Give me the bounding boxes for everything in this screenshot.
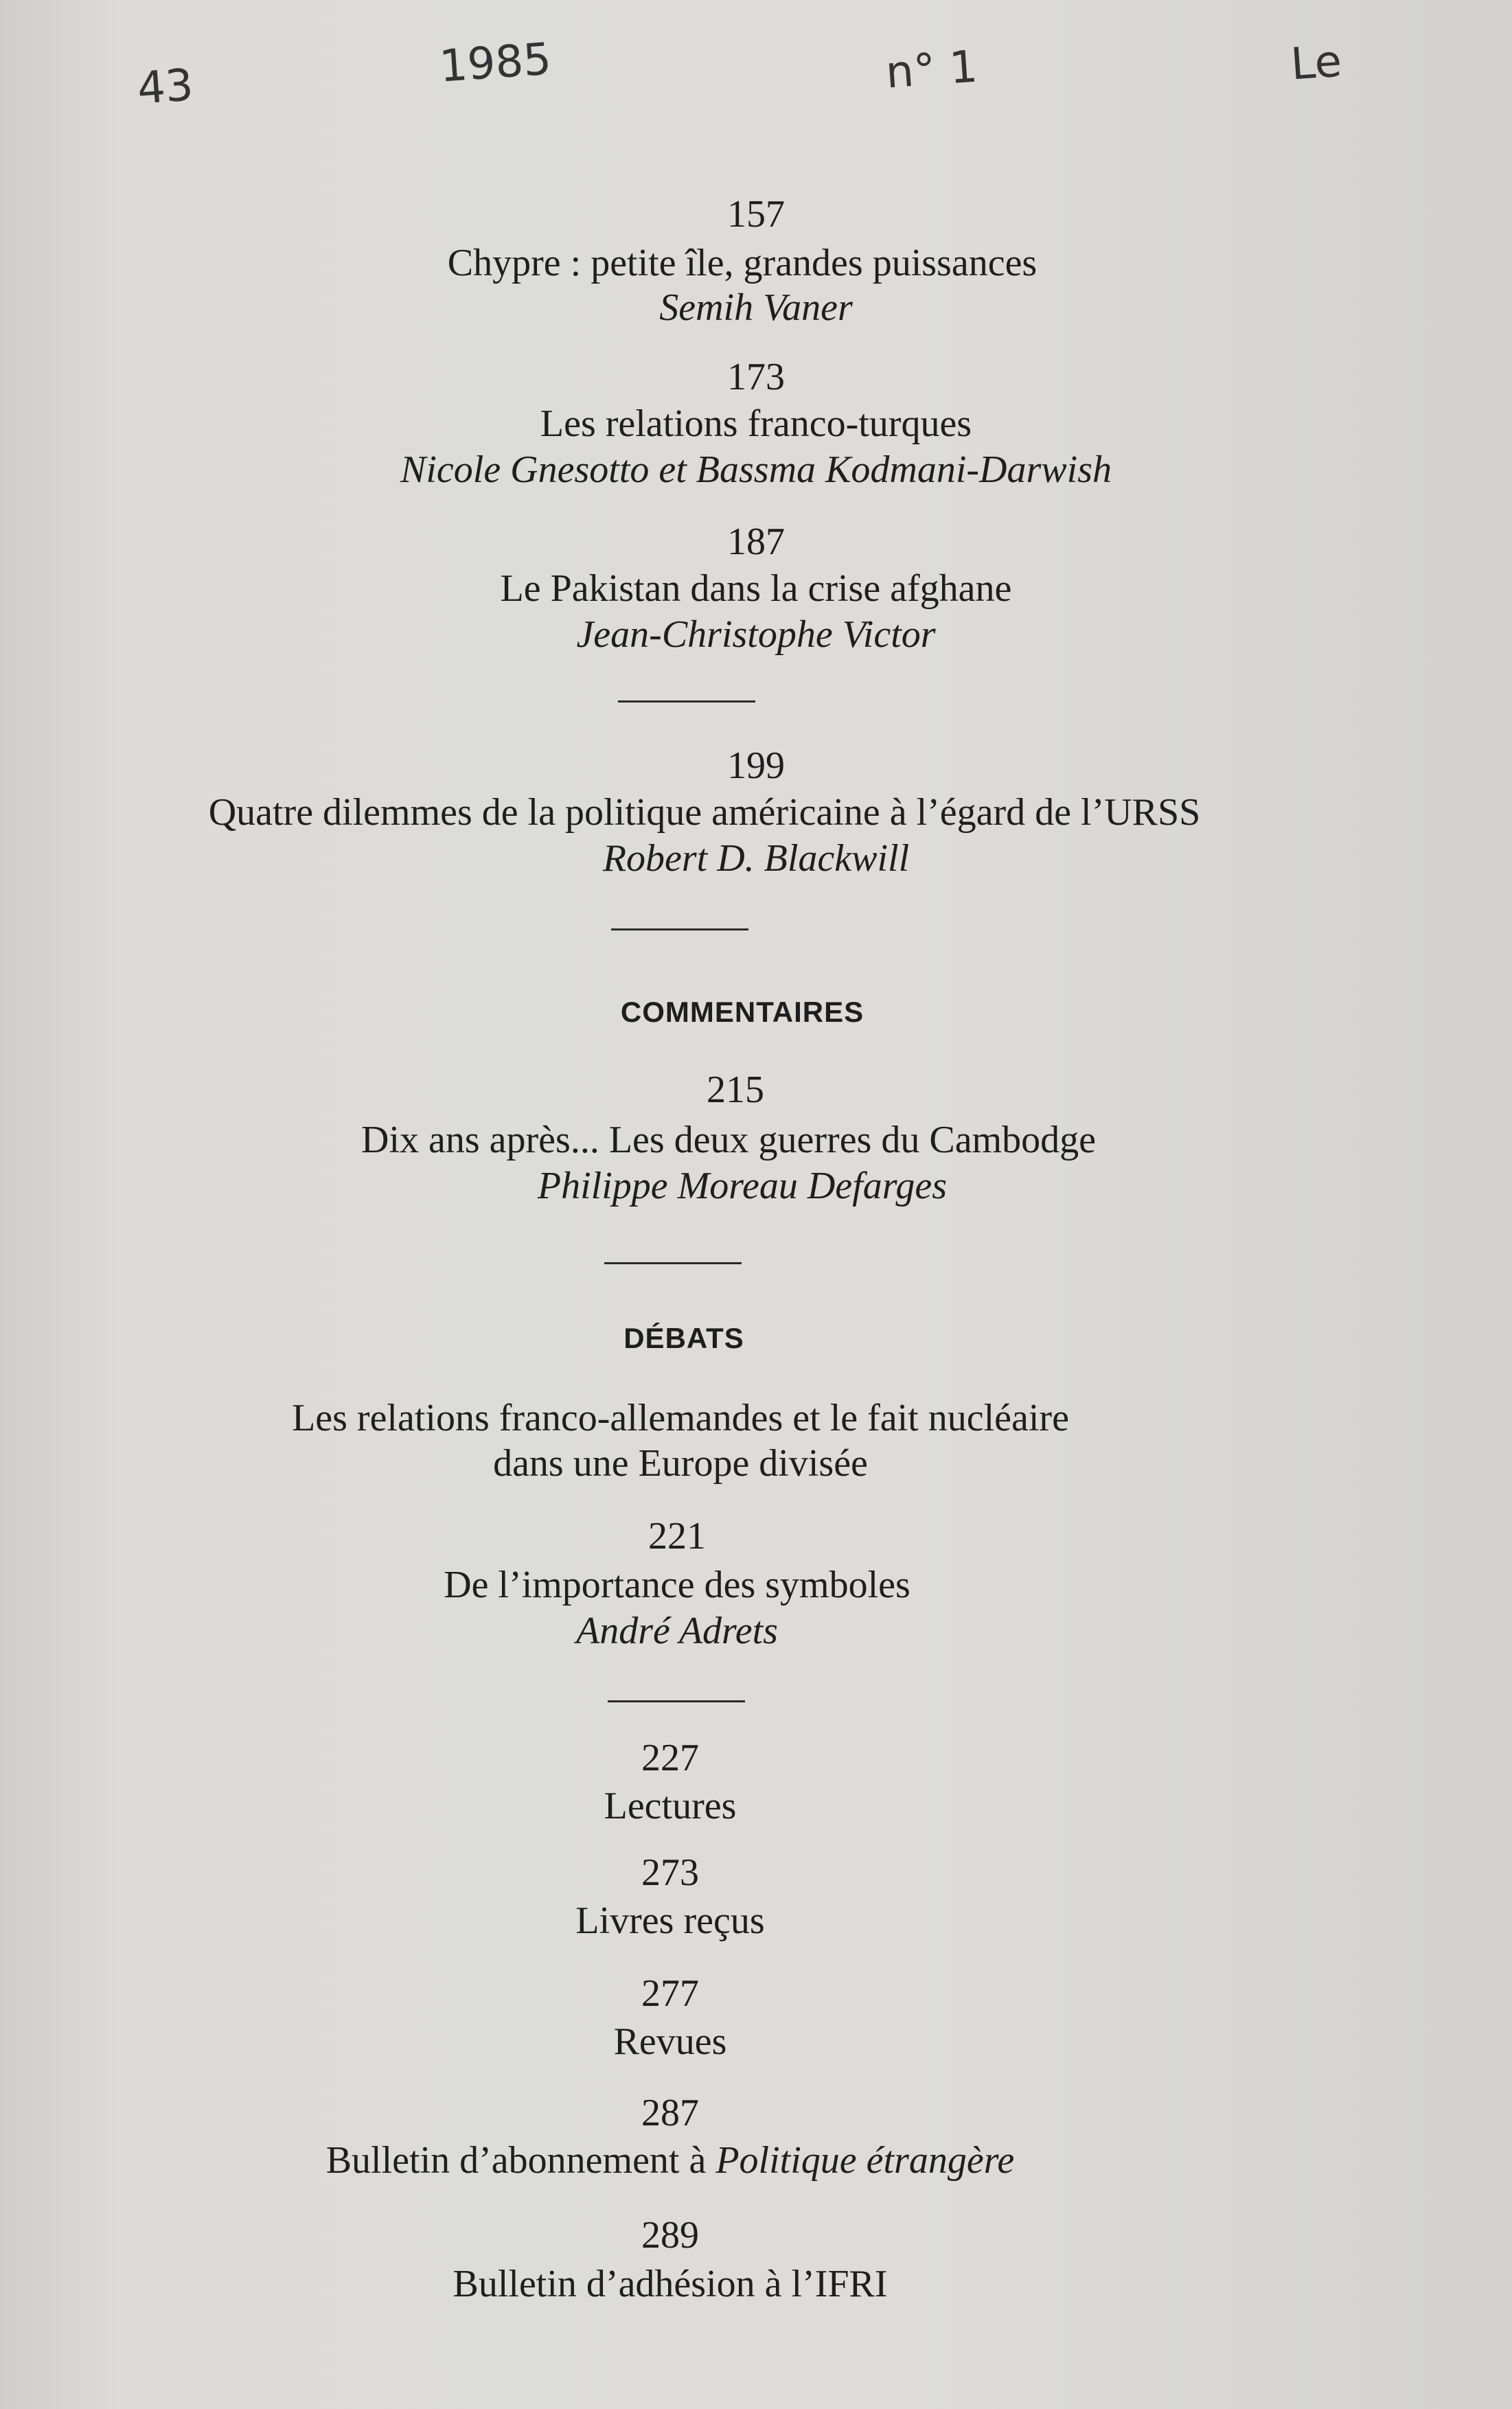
article-author: Semih Vaner	[659, 286, 853, 329]
article-title: Le Pakistan dans la crise afghane	[500, 567, 1012, 610]
section-title: Livres reçus	[575, 1899, 765, 1942]
handwritten-note-4: Le	[1289, 36, 1344, 91]
article-author: Nicole Gnesotto et Bassma Kodmani-Darwish	[400, 448, 1112, 491]
page-number: 287	[641, 2092, 699, 2134]
article-title: De l’importance des symboles	[444, 1564, 910, 1606]
page-number: 199	[727, 744, 785, 787]
section-heading-debats: DÉBATS	[623, 1322, 744, 1354]
page-number: 173	[727, 356, 785, 398]
separator-rule	[604, 1262, 742, 1264]
page-number: 227	[641, 1737, 699, 1779]
article-title: Quatre dilemmes de la politique américaine à l’égard de l’URSS	[208, 791, 1201, 834]
membership-line: Bulletin d’adhésion à l’IFRI	[453, 2263, 888, 2305]
page-number: 215	[707, 1069, 764, 1111]
article-title: Chypre : petite île, grandes puissances	[447, 242, 1038, 284]
article-title: Les relations franco-turques	[540, 402, 972, 445]
page-number: 289	[641, 2214, 699, 2257]
separator-rule	[608, 1700, 745, 1702]
debate-theme: Les relations franco-allemandes et le fait nucléaire	[292, 1397, 1069, 1439]
page-number: 273	[641, 1851, 699, 1894]
section-title: Lectures	[604, 1785, 737, 1827]
section-title: Revues	[613, 2020, 727, 2063]
debate-theme: dans une Europe divisée	[493, 1442, 868, 1485]
page-number: 221	[648, 1515, 706, 1557]
article-author: André Adrets	[576, 1610, 778, 1652]
section-heading-commentaires: COMMENTAIRES	[620, 996, 864, 1028]
page-number: 187	[727, 521, 785, 563]
article-author: Robert D. Blackwill	[602, 837, 910, 880]
journal-name: Politique étrangère	[715, 2139, 1015, 2182]
article-author: Jean-Christophe Victor	[576, 613, 936, 656]
separator-rule	[611, 928, 748, 931]
page-number: 277	[641, 1972, 699, 2015]
subscription-text: Bulletin d’abonnement à	[325, 2139, 707, 2182]
article-author: Philippe Moreau Defarges	[537, 1165, 948, 1207]
handwritten-note-1: 43	[135, 60, 195, 115]
separator-rule	[618, 700, 755, 703]
page-number: 157	[727, 193, 785, 236]
handwritten-note-2: 1985	[437, 34, 553, 93]
handwritten-note-3: n° 1	[884, 41, 980, 99]
subscription-line	[0, 2138, 1426, 2183]
article-title: Dix ans après... Les deux guerres du Cambodge	[361, 1119, 1096, 1161]
